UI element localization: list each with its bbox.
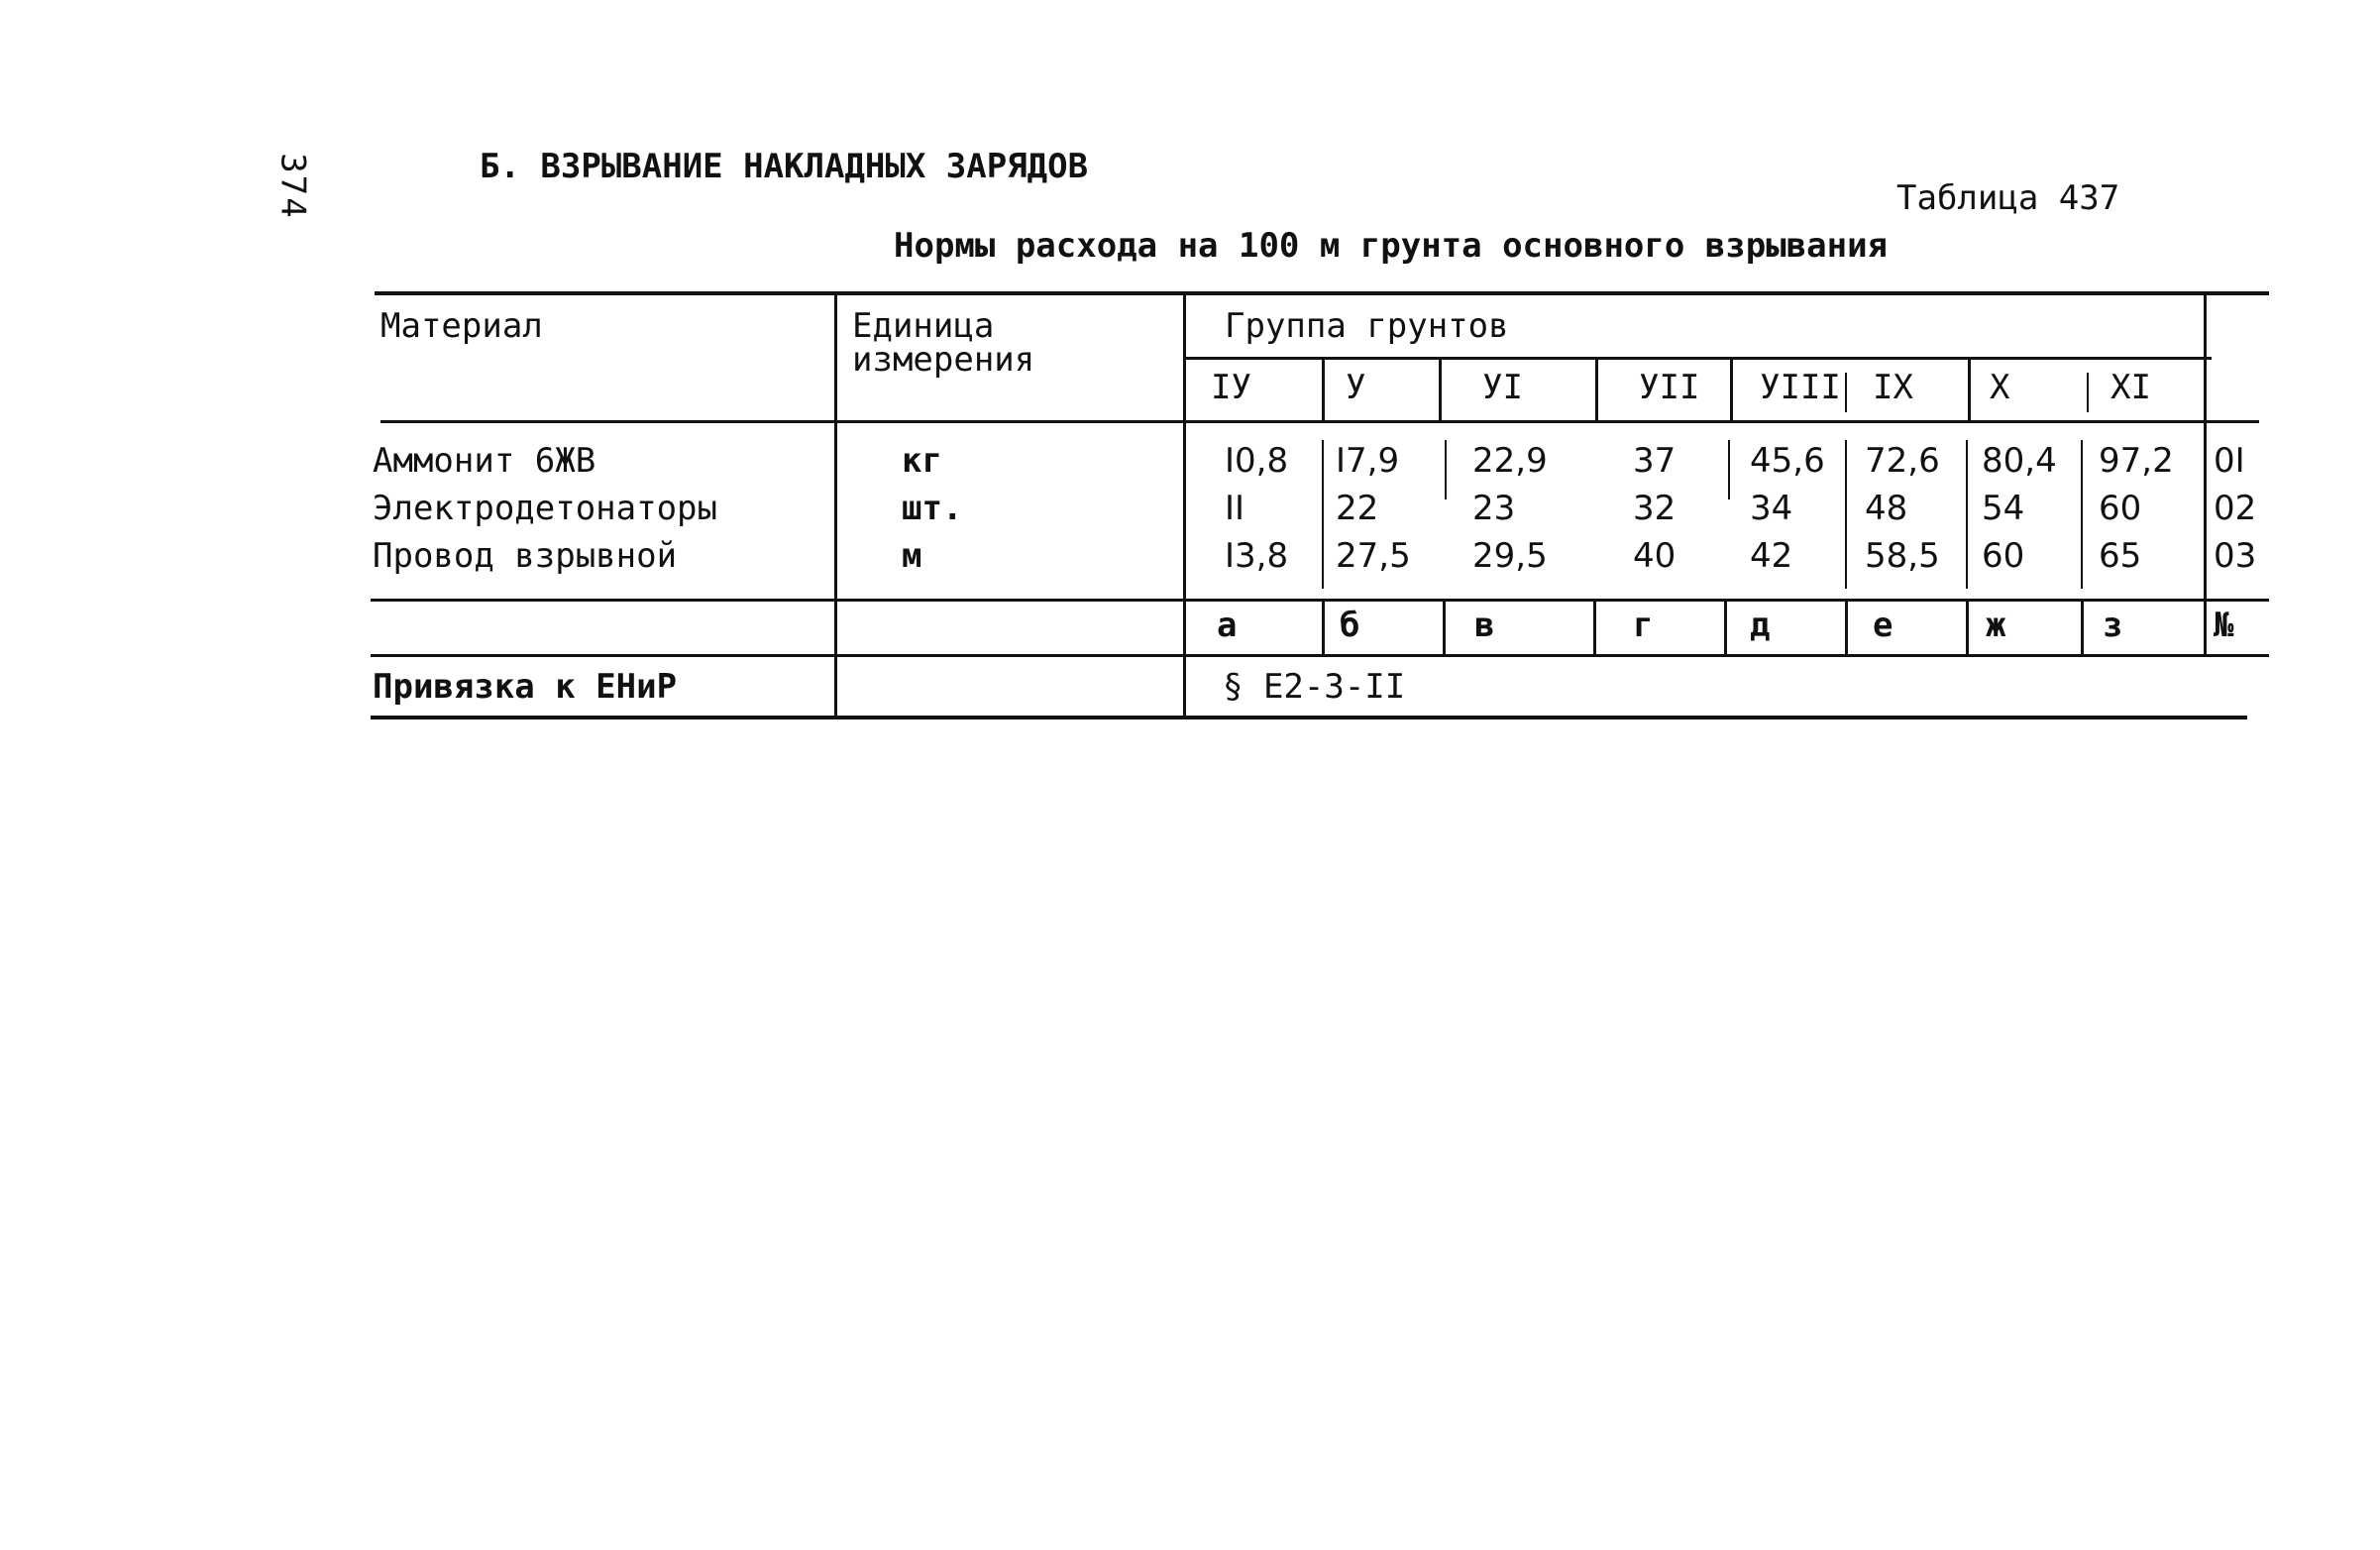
row2-value-4: II xyxy=(1225,489,1245,528)
row1-value-7: 37 xyxy=(1633,441,1677,481)
group-divider-3 xyxy=(1595,359,1598,420)
letter-divider-3 xyxy=(1593,601,1596,656)
header-material: Материал xyxy=(380,306,543,346)
row1-value-8: 45,6 xyxy=(1750,441,1825,481)
table-bottom-border xyxy=(371,716,2247,720)
row1-unit: кг xyxy=(902,441,942,481)
letter-divider-5 xyxy=(1845,601,1848,656)
group-header-11: XI xyxy=(2110,368,2151,407)
group-header-4: IУ xyxy=(1211,368,1251,407)
letters-bottom-border xyxy=(371,654,2269,657)
row3-value-9: 58,5 xyxy=(1865,536,1940,576)
letter-a: а xyxy=(1217,606,1238,645)
row2-value-8: 34 xyxy=(1750,489,1793,528)
row2-value-7: 32 xyxy=(1633,489,1677,528)
row2-material: Электродетонаторы xyxy=(373,489,717,528)
group-header-8: УIII xyxy=(1760,368,1841,407)
letter-b: б xyxy=(1340,606,1360,645)
group-header-7: УII xyxy=(1639,368,1700,407)
row2-unit: шт. xyxy=(902,489,963,528)
col-divider-material xyxy=(834,293,837,720)
data-divider-4 xyxy=(1845,440,1847,589)
group-header-divider xyxy=(1185,357,2212,360)
letter-divider-4 xyxy=(1724,601,1727,656)
row1-value-6: 22,9 xyxy=(1472,441,1548,481)
data-divider-3 xyxy=(1728,440,1730,499)
letter-z: з xyxy=(2103,606,2123,645)
row3-value-7: 40 xyxy=(1633,536,1677,576)
header-unit-line1: Единица xyxy=(852,306,995,346)
group-divider-5 xyxy=(1845,373,1847,412)
row1-value-9: 72,6 xyxy=(1865,441,1940,481)
data-divider-5 xyxy=(1966,440,1968,589)
letter-zh: ж xyxy=(1986,606,2006,645)
group-header-6: УI xyxy=(1482,368,1523,407)
group-divider-1 xyxy=(1322,359,1325,420)
row1-code: 0I xyxy=(2214,441,2245,481)
row3-value-11: 65 xyxy=(2099,536,2142,576)
letter-g: г xyxy=(1633,606,1654,645)
letter-divider-7 xyxy=(2081,601,2084,656)
letter-divider-2 xyxy=(1443,601,1446,656)
group-header-9: IX xyxy=(1873,368,1913,407)
row3-material: Провод взрывной xyxy=(373,536,678,576)
row3-value-8: 42 xyxy=(1750,536,1793,576)
row1-value-5: I7,9 xyxy=(1336,441,1400,481)
row3-value-5: 27,5 xyxy=(1336,536,1411,576)
letter-v: в xyxy=(1474,606,1495,645)
table-number: Таблица 437 xyxy=(1896,178,2120,218)
row2-value-9: 48 xyxy=(1865,489,1908,528)
row1-value-10: 80,4 xyxy=(1982,441,2057,481)
group-divider-6 xyxy=(1968,359,1971,420)
row3-code: 03 xyxy=(2214,536,2257,576)
table-top-border xyxy=(375,291,2269,295)
group-divider-4 xyxy=(1730,359,1733,420)
row3-unit: м xyxy=(902,536,922,576)
data-divider-1 xyxy=(1322,440,1324,589)
header-soil-group: Группа грунтов xyxy=(1225,306,1509,346)
letter-divider-6 xyxy=(1966,601,1969,656)
table-caption: Нормы расхода на 100 м грунта основного взрывания xyxy=(894,226,1889,266)
row2-value-11: 60 xyxy=(2099,489,2142,528)
row2-value-5: 22 xyxy=(1336,489,1379,528)
letter-d: д xyxy=(1750,606,1771,645)
group-header-5: У xyxy=(1346,368,1366,407)
row2-code: 02 xyxy=(2214,489,2257,528)
letters-top-border xyxy=(371,599,2269,602)
row3-value-10: 60 xyxy=(1982,536,2025,576)
group-header-10: X xyxy=(1990,368,2010,407)
row1-material: Аммонит 6ЖВ xyxy=(373,441,596,481)
section-title: Б. ВЗРЫВАНИЕ НАКЛАДНЫХ ЗАРЯДОВ xyxy=(480,147,1089,186)
reference-label: Привязка к ЕНиР xyxy=(373,667,678,707)
row1-value-11: 97,2 xyxy=(2099,441,2174,481)
col-divider-code xyxy=(2204,293,2207,656)
letter-number-symbol: № xyxy=(2214,606,2234,645)
group-divider-2 xyxy=(1439,359,1442,420)
data-divider-6 xyxy=(2081,440,2083,589)
letter-divider-1 xyxy=(1322,601,1325,656)
row3-value-4: I3,8 xyxy=(1225,536,1289,576)
row3-value-6: 29,5 xyxy=(1472,536,1548,576)
reference-value: § Е2-3-II xyxy=(1223,667,1406,707)
col-divider-unit xyxy=(1183,293,1186,720)
header-bottom-border xyxy=(380,420,2259,423)
page-number: 374 xyxy=(272,153,313,220)
letter-e: е xyxy=(1873,606,1893,645)
group-divider-7 xyxy=(2087,373,2089,412)
header-unit-line2: измерения xyxy=(852,340,1035,380)
row1-value-4: I0,8 xyxy=(1225,441,1289,481)
data-divider-2 xyxy=(1445,440,1447,499)
row2-value-10: 54 xyxy=(1982,489,2025,528)
row2-value-6: 23 xyxy=(1472,489,1516,528)
